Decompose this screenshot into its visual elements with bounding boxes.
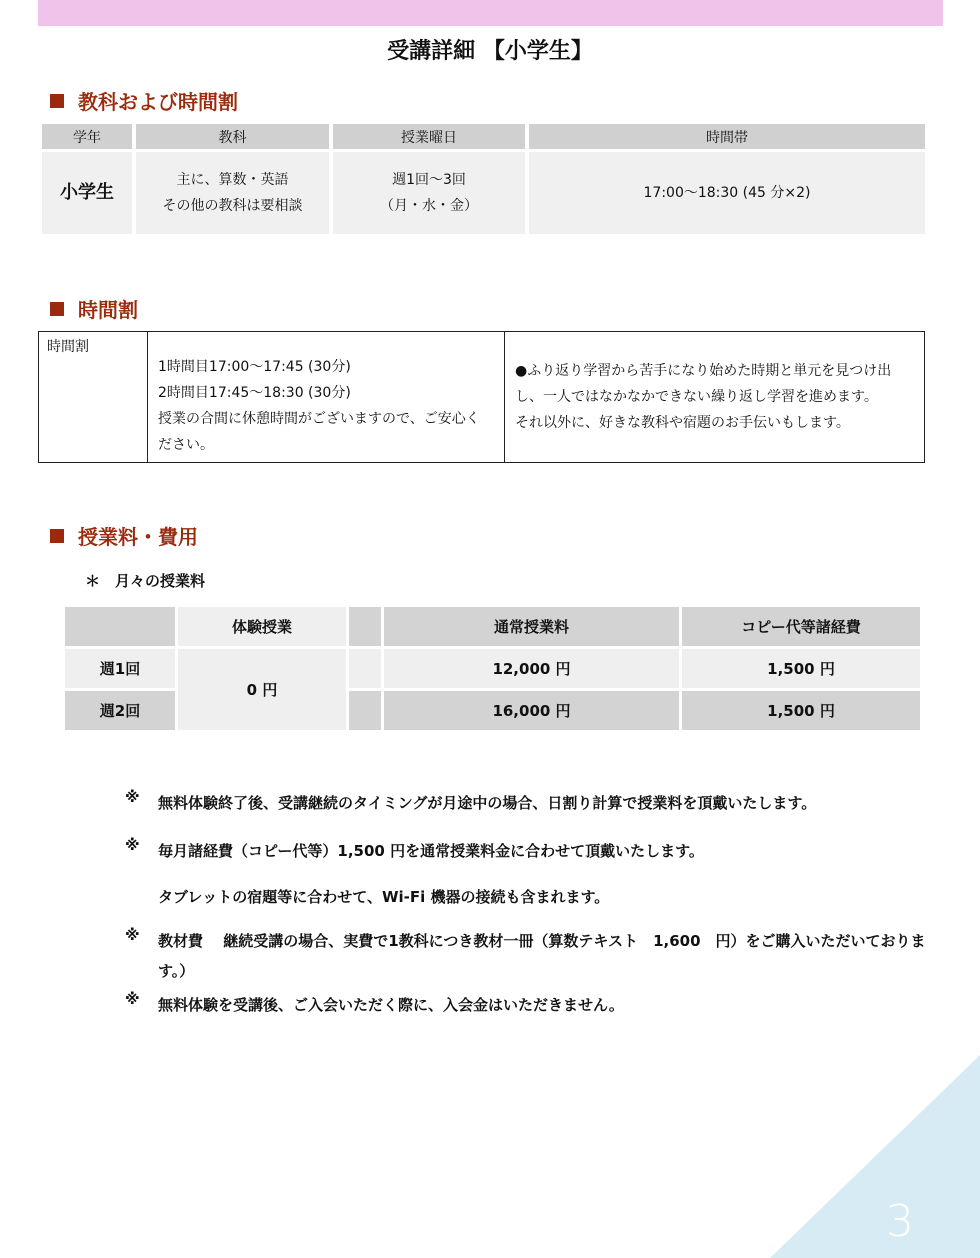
note-text: 毎月諸経費（コピー代等）1,500 円を通常授業料金に合わせて頂戴いたします。 [158,842,704,860]
section-heading-label: 授業料・費用 [78,525,198,549]
days-cell [333,152,525,234]
note-mark: ※ [125,990,140,1008]
days-line: （月・水・金） [380,198,478,214]
note-mark: ※ [125,926,140,944]
schedule-line: 授業の合間に休憩時間がございますので、ご安心く [158,411,480,427]
table-row [65,649,920,688]
days-line: 週1回～3回 [392,172,466,188]
note-item [125,788,816,818]
square-bullet-icon [50,529,64,543]
regular-fee-cell: 16,000 円 [384,691,679,730]
page-number: 3 [886,1196,914,1247]
header-cell: 授業曜日 [333,124,525,149]
section-heading-subjects [50,86,238,115]
fee-table [62,604,923,733]
table-header-row [65,607,920,646]
section-heading-label: 時間割 [78,298,138,322]
schedule-line: ださい。 [158,437,214,453]
note-item [125,990,624,1020]
note-item [125,956,194,986]
note-mark [125,882,158,912]
note-mark [125,956,158,986]
note-text: 無料体験を受講後、ご入会いただく際に、入会金はいただきません。 [158,996,624,1014]
square-bullet-icon [50,94,64,108]
header-cell [349,607,381,646]
section-heading-timetable [50,294,138,323]
header-cell: コピー代等諸経費 [682,607,920,646]
header-cell: 体験授業 [178,607,346,646]
trial-fee-cell: 0 円 [178,649,346,730]
note-text: 教材費 継続受講の場合、実費で1教科につき教材一冊（算数テキスト 1,600 円）をご購入いただいておりま [158,932,926,950]
table-header-row [42,124,925,149]
frequency-cell: 週1回 [65,649,175,688]
schedule-line: 2時間目17:45～18:30 (30分) [158,385,351,401]
description-line: それ以外に、好きな教科や宿題のお手伝いもします。 [515,415,850,431]
subject-cell [136,152,329,234]
page-title: 受講詳細 【小学生】 [387,39,593,64]
section-heading-label: 教科および時間割 [78,90,238,114]
grade-cell: 小学生 [42,152,132,234]
spacer-cell [349,691,381,730]
frequency-cell: 週2回 [65,691,175,730]
square-bullet-icon [50,302,64,316]
section-heading-fees [50,521,198,550]
spacer-cell [349,649,381,688]
header-cell: 学年 [42,124,132,149]
note-mark: ※ [125,836,140,854]
table-row [39,332,925,463]
regular-fee-cell: 12,000 円 [384,649,679,688]
time-cell: 17:00～18:30 (45 分×2) [529,152,925,234]
note-text: す。） [158,962,195,980]
monthly-fee-label: ＊ 月々の授業料 [85,572,206,590]
subject-line: その他の教科は要相談 [162,198,303,214]
description-line: ●ふり返り学習から苦手になり始めた時期と単元を見つけ出 [515,363,892,379]
copy-fee-cell: 1,500 円 [682,691,920,730]
timetable-schedule-cell [148,332,505,463]
timetable-table [38,331,925,463]
header-cell: 時間帯 [529,124,925,149]
note-item [125,926,926,956]
schedule-line: 1時間目17:00～17:45 (30分) [158,359,351,375]
subject-line: 主に、算数・英語 [176,172,289,188]
top-accent-bar [38,0,943,26]
header-cell: 教科 [136,124,329,149]
note-text: 無料体験終了後、受講継続のタイミングが月途中の場合、日割り計算で授業料を頂戴いたします。 [158,794,817,812]
timetable-description-cell [505,332,925,463]
header-cell [65,607,175,646]
note-mark: ※ [125,788,140,806]
note-item [125,882,609,912]
copy-fee-cell: 1,500 円 [682,649,920,688]
description-line: し、一人ではなかなかできない繰り返し学習を進めます。 [515,389,878,405]
table-row [42,152,925,234]
subjects-table [38,121,929,237]
corner-triangle-decoration [770,1055,980,1258]
note-item [125,836,704,866]
note-text: タブレットの宿題等に合わせて、Wi-Fi 機器の接続も含まれます。 [158,888,610,906]
header-cell: 通常授業料 [384,607,679,646]
timetable-label-cell: 時間割 [39,332,148,463]
